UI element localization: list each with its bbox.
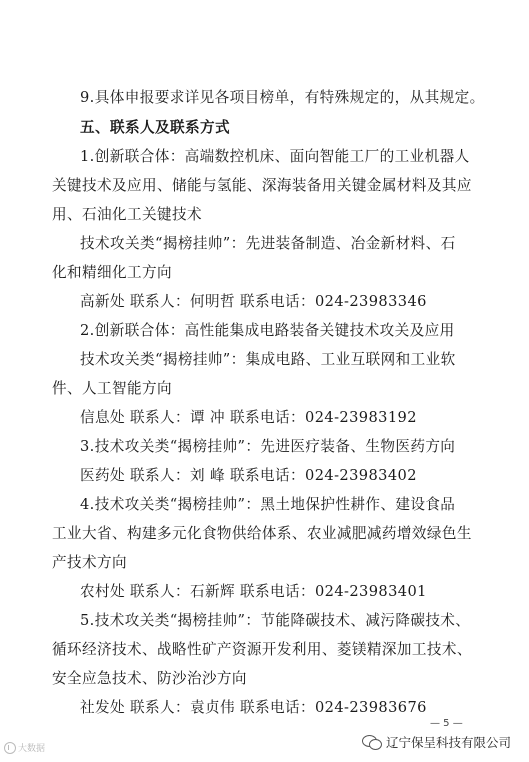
contact-line-2: 信息处 联系人：谭 冲 联系电话：024-23983192 xyxy=(80,409,417,426)
doc-line-19: 5.技术攻关类“揭榜挂帅”：节能降碳技术、减污降碳技术、 xyxy=(80,612,471,629)
doc-line-3: 1.创新联合体：高端数控机床、面向智能工厂的工业机器人 xyxy=(80,148,470,165)
wechat-icon xyxy=(362,734,382,750)
doc-line-10: 技术攻关类“揭榜挂帅”：集成电路、工业互联网和工业软 xyxy=(80,351,456,368)
left-watermark xyxy=(4,741,45,754)
page-number: — 5 — xyxy=(430,718,463,729)
doc-line-11: 件、人工智能方向 xyxy=(52,380,172,397)
watermark-logo-icon xyxy=(4,742,16,754)
left-watermark-text: 大数据 xyxy=(18,744,46,754)
wechat-watermark xyxy=(362,733,511,751)
doc-line-21: 安全应急技术、防沙治沙方向 xyxy=(52,670,247,687)
contact-line-5: 社发处 联系人：袁贞伟 联系电话：024-23983676 xyxy=(80,699,427,716)
doc-line-1: 9.具体申报要求详见各项目榜单，有特殊规定的，从其规定。 xyxy=(80,89,485,106)
doc-line-4: 关键技术及应用、储能与氢能、深海装备用关键金属材料及其应 xyxy=(52,177,472,194)
doc-line-6: 技术攻关类“揭榜挂帅”：先进装备制造、冶金新材料、石 xyxy=(80,235,456,252)
doc-line-13: 3.技术攻关类“揭榜挂帅”：先进医疗装备、生物医药方向 xyxy=(80,438,456,455)
doc-line-16: 工业大省、构建多元化食物供给体系、农业减肥减药增效绿色生 xyxy=(52,525,472,542)
contact-line-1: 高新处 联系人：何明哲 联系电话：024-23983346 xyxy=(80,293,427,310)
section-heading: 五、联系人及联系方式 xyxy=(80,119,230,136)
wechat-account-name: 辽宁保呈科技有限公司 xyxy=(386,735,512,750)
contact-line-3: 医药处 联系人：刘 峰 联系电话：024-23983402 xyxy=(80,467,417,484)
contact-line-4: 农村处 联系人：石新辉 联系电话：024-23983401 xyxy=(80,583,427,600)
doc-line-7: 化和精细化工方向 xyxy=(52,264,172,281)
doc-line-17: 产技术方向 xyxy=(52,554,127,571)
doc-line-20: 循环经济技术、战略性矿产资源开发利用、菱镁精深加工技术、 xyxy=(52,641,472,658)
doc-line-9: 2.创新联合体：高性能集成电路装备关键技术攻关及应用 xyxy=(80,322,455,339)
doc-line-15: 4.技术攻关类“揭榜挂帅”：黑土地保护性耕作、建设食品 xyxy=(80,496,456,513)
doc-line-5: 用、石油化工关键技术 xyxy=(52,206,202,223)
